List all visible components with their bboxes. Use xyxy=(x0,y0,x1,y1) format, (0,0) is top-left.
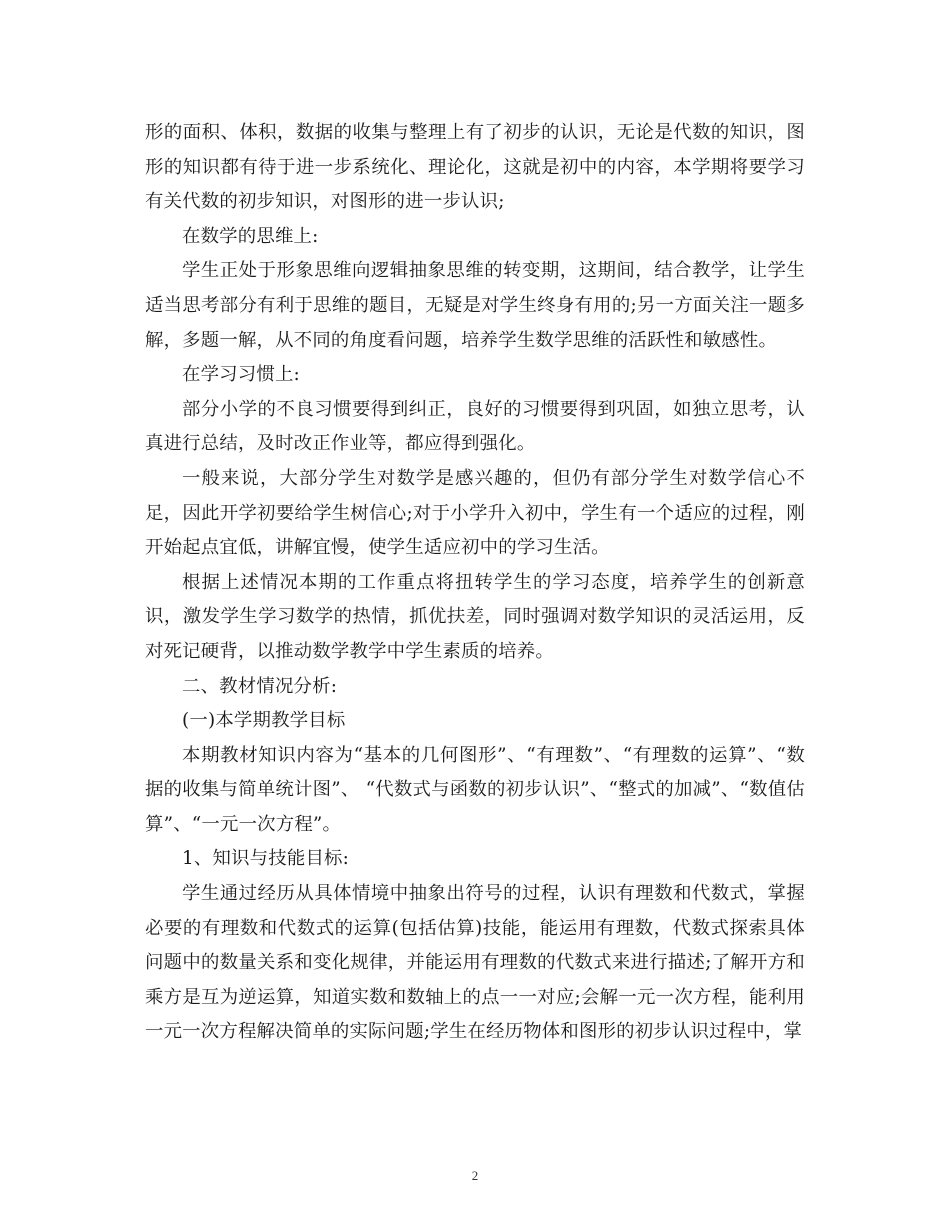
paragraph: 学生正处于形象思维向逻辑抽象思维的转变期，这期间，结合教学，让学生适当思考部分有利于思维的题目，无疑是对学生终身有用的;另一方面关注一题多解，多题一解，从不同的角度看问题，培养学生数学思维的活跃性和敏感性。 xyxy=(145,260,805,351)
item-heading: 1、知识与技能目标: xyxy=(182,848,350,870)
section-heading: 二、教材情况分析: xyxy=(182,675,338,697)
paragraph: 本期教材知识内容为“基本的几何图形”、“有理数”、“有理数的运算”、“数据的收集与简单统计图”、 “代数式与函数的初步认识”、“整式的加减”、“数值估算”、“一元一次方程”。 xyxy=(145,744,805,835)
paragraph: 根据上述情况本期的工作重点将扭转学生的学习态度，培养学生的创新意识，激发学生学习数学的热情，抓优扶差，同时强调对数学知识的灵活运用，反对死记硬背，以推动数学教学中学生素质的培养。 xyxy=(145,571,805,662)
paragraph: 在学习习惯上: xyxy=(182,364,300,386)
document-body xyxy=(145,116,805,1050)
paragraph: 部分小学的不良习惯要得到纠正，良好的习惯要得到巩固，如独立思考，认真进行总结，及时改正作业等，都应得到强化。 xyxy=(145,398,805,455)
page-number: 2 xyxy=(471,1168,479,1183)
paragraph: 形的面积、体积，数据的收集与整理上有了初步的认识，无论是代数的知识，图形的知识都有待于进一步系统化、理论化，这就是初中的内容，本学期将要学习有关代数的初步知识，对图形的进一步认识; xyxy=(145,122,805,213)
paragraph: 在数学的思维上: xyxy=(182,225,319,247)
subsection-heading: (一)本学期教学目标 xyxy=(182,710,346,732)
paragraph: 学生通过经历从具体情境中抽象出符号的过程，认识有理数和代数式，掌握必要的有理数和代数式的运算(包括估算)技能，能运用有理数，代数式探索具体问题中的数量关系和变化规律，并能运用有理数的代数式来进行描述;了解开方和乘方是互为逆运算，知道实数和数轴上的点一一对应;会解一元一次方程，能利用一元一次方程解决简单的实际问题;学生在经历物体和图形的初步认识过程中，掌 xyxy=(145,883,805,1043)
paragraph: 一般来说，大部分学生对数学是感兴趣的，但仍有部分学生对数学信心不足，因此开学初要给学生树信心;对于小学升入初中，学生有一个适应的过程，刚开始起点宜低，讲解宜慢，使学生适应初中的学习生活。 xyxy=(145,467,805,559)
